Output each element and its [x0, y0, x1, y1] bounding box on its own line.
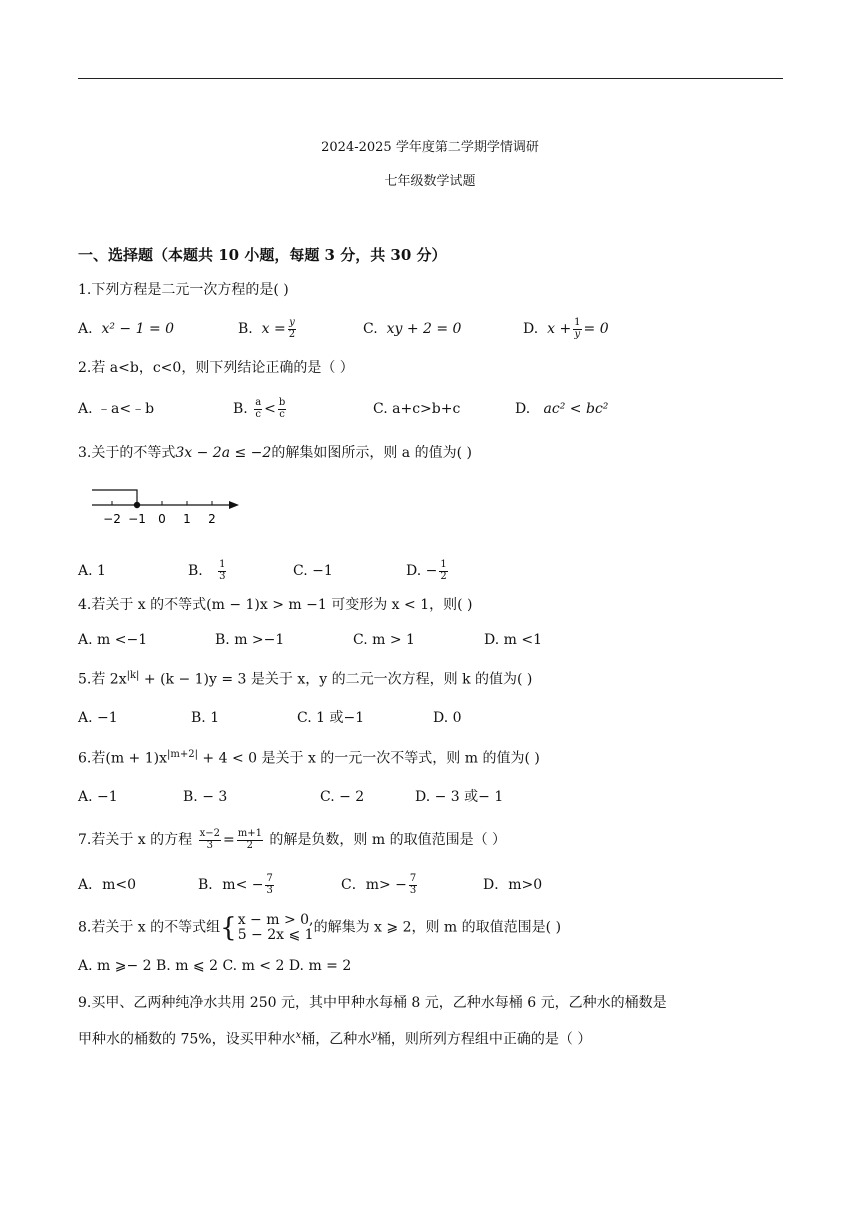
question-7-options	[78, 874, 542, 896]
exam-title: 2024-2025 学年度第二学期学情调研	[321, 140, 539, 155]
q4-option-d: D. m <1	[484, 632, 542, 648]
question-1-options	[78, 318, 609, 340]
question-6-stem: 6.若$(m + 1)x^{|m+2|} + 4 < 0$ 是关于 x 的一元一次不等式，则 m 的值为( )	[78, 749, 540, 767]
question-2-stem: 2.若 a<b，c<0，则下列结论正确的是（ ）	[78, 360, 354, 376]
q3-option-c: C. −1	[293, 563, 333, 579]
q2-option-b: B. $\frac{a}{c}$ < $\frac{b}{c}$	[233, 397, 286, 420]
q4-option-c: C. m > 1	[353, 632, 415, 648]
q6-option-c: C. − 2	[320, 789, 365, 805]
q2-option-d: D. ac² < bc²	[515, 401, 609, 417]
question-8-stem: 8.若关于 x 的不等式组{ x − m > 0, 5 − 2x ⩽ 1 的解集为 x ⩾ 2，则 m 的取值范围是( )	[78, 912, 562, 943]
solution-bracket	[92, 490, 137, 505]
tick-label: −1	[128, 512, 146, 526]
inequality-system: x − m > 0, 5 − 2x ⩽ 1	[237, 912, 314, 943]
header-rule	[78, 78, 783, 79]
question-7-stem: 7.若关于 x 的方程 $\frac{x-2}{3}$ = $\frac{m+1}{2}$ 的解是负数，则 m 的取值范围是（ ）	[78, 828, 507, 851]
q3-option-d: D. − $\frac{1}{2}$	[406, 559, 447, 582]
q7-option-c: C．m> − $\frac{7}{3}$	[341, 873, 417, 896]
section-heading: 一、选择题（本题共 10 小题，每题 3 分，共 30 分）	[78, 246, 447, 264]
q3-option-a: A. 1	[78, 563, 106, 579]
system-brace: {	[220, 912, 237, 943]
q3-option-b: B. $\frac{1}{3}$	[188, 559, 226, 582]
tick-label: −2	[103, 512, 121, 526]
q5-option-c: C. 1 或−1	[297, 710, 365, 726]
q1-option-c: C. xy + 2 = 0	[363, 321, 462, 337]
q1-option-a: A. x² − 1 = 0	[78, 321, 175, 337]
tick-label: 0	[158, 512, 166, 526]
tick-label: 2	[208, 512, 216, 526]
q1-option-b: B. x = $\frac{y}{2}$	[238, 317, 296, 340]
q7-option-d: D．m>0	[483, 877, 543, 893]
q6-option-d: D. − 3 或− 1	[415, 789, 504, 805]
question-6-options	[78, 790, 503, 804]
question-9-line-2: 甲种水的桶数的 75%，设买甲种水$^x$桶，乙种水$^y$桶，则所列方程组中正确的是（ ）	[78, 1030, 592, 1048]
endpoint-dot	[134, 502, 140, 508]
tick-label: 1	[183, 512, 191, 526]
q5-option-a: A. −1	[78, 710, 118, 726]
exam-subtitle: 七年级数学试题	[384, 174, 476, 189]
question-3-options	[78, 560, 450, 582]
number-line	[86, 484, 246, 530]
q6-option-b: B. − 3	[183, 789, 228, 805]
question-5-options	[78, 711, 462, 725]
question-9-line-1: 9.买甲、乙两种纯净水共用 250 元，其中甲种水每桶 8 元，乙种水每桶 6 元，乙种水的桶数是	[78, 995, 667, 1011]
question-8-options: A. m ⩾− 2 B. m ⩽ 2 C. m < 2 D. m = 2	[78, 958, 352, 974]
axis-arrow	[229, 501, 239, 509]
q7-option-a: A．m<0	[78, 877, 137, 893]
q1-option-d: D. x + $\frac{1}{y}$ = 0	[523, 317, 609, 340]
question-4-options	[78, 633, 542, 647]
question-4-stem: 4.若关于 x 的不等式(m − 1)x > m −1 可变形为 x < 1，则( )	[78, 597, 473, 613]
question-5-stem: 5.若 $2x^{|k|} + (k - 1)y = 3$ 是关于 x，y 的二元一次方程，则 k 的值为( )	[78, 670, 533, 688]
question-1-stem: 1.下列方程是二元一次方程的是( )	[78, 282, 289, 298]
q2-option-c: C. a+c>b+c	[373, 401, 461, 417]
q5-option-b: B. 1	[191, 710, 220, 726]
question-2-options	[78, 398, 608, 420]
q2-option-a: A. ﹣a<﹣b	[78, 401, 155, 417]
q7-option-b: B．m< − $\frac{7}{3}$	[198, 873, 273, 896]
q5-option-d: D. 0	[433, 710, 462, 726]
q4-option-b: B. m >−1	[215, 632, 285, 648]
q6-option-a: A. −1	[78, 789, 118, 805]
q4-option-a: A. m <−1	[78, 632, 148, 648]
question-3-stem: 3.关于的不等式3x − 2a ≤ −2的解集如图所示，则 a 的值为( )	[78, 445, 472, 461]
